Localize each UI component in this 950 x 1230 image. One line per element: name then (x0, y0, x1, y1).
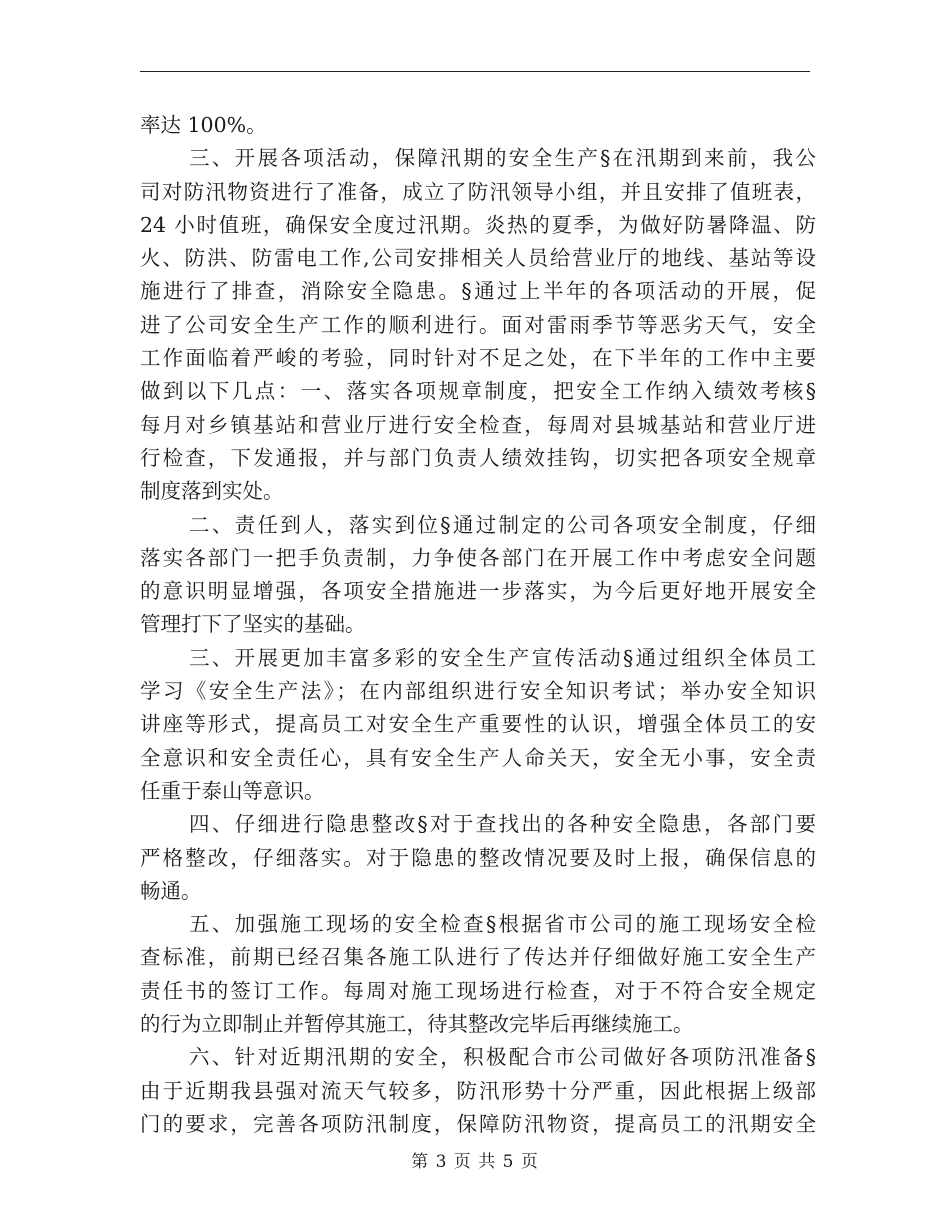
text-line: 学习《安全生产法》；在内部组织进行安全知识考试；举办安全知识 (140, 679, 816, 704)
text-line: 六、针对近期汛期的安全，积极配合市公司做好各项防汛准备§ (189, 1045, 816, 1070)
text-line: 做到以下几点：一、落实各项规章制度，把安全工作纳入绩效考核§ (140, 379, 816, 404)
text-line: 司对防汛物资进行了准备，成立了防汛领导小组，并且安排了值班表， (140, 179, 816, 204)
text-line: 率达 100%。 (140, 113, 267, 137)
text-line: 由于近期我县强对流天气较多，防汛形势十分严重，因此根据上级部 (140, 1078, 816, 1103)
text-line: 讲座等形式，提高员工对安全生产重要性的认识，增强全体员工的安 (140, 712, 816, 737)
text-line: 全意识和安全责任心，具有安全生产人命关天，安全无小事，安全责 (140, 745, 816, 770)
text-line: 门的要求，完善各项防汛制度，保障防汛物资，提高员工的汛期安全 (140, 1111, 816, 1136)
text-line: 火、防洪、防雷电工作,公司安排相关人员给营业厅的地线、基站等设 (140, 246, 816, 271)
text-line: 落实各部门一把手负责制，力争使各部门在开展工作中考虑安全问题 (140, 545, 816, 570)
text-line: 进了公司安全生产工作的顺利进行。面对雷雨季节等恶劣天气，安全 (140, 312, 816, 337)
text-line: 五、加强施工现场的安全检查§根据省市公司的施工现场安全检 (189, 912, 816, 937)
text-line: 三、开展各项活动，保障汛期的安全生产§在汛期到来前，我公 (189, 146, 816, 171)
text-line: 每月对乡镇基站和营业厅进行安全检查，每周对县城基站和营业厅进 (140, 412, 816, 437)
text-line: 24 小时值班，确保安全度过汛期。炎热的夏季，为做好防暑降温、防 (140, 212, 816, 237)
text-line: 严格整改，仔细落实。对于隐患的整改情况要及时上报，确保信息的 (140, 845, 816, 870)
text-line: 四、仔细进行隐患整改§对于查找出的各种安全隐患，各部门要 (189, 812, 816, 837)
document-body (140, 109, 816, 1141)
text-line: 查标准，前期已经召集各施工队进行了传达并仔细做好施工安全生产 (140, 945, 816, 970)
text-line: 的行为立即制止并暂停其施工，待其整改完毕后再继续施工。 (140, 1012, 694, 1037)
text-line: 任重于泰山等意识。 (140, 778, 325, 803)
text-line: 施进行了排查，消除安全隐患。§通过上半年的各项活动的开展，促 (140, 279, 816, 304)
text-line: 制度落到实处。 (140, 479, 284, 504)
text-line: 行检查，下发通报，并与部门负责人绩效挂钩，切实把各项安全规章 (140, 445, 816, 470)
text-line: 二、责任到人，落实到位§通过制定的公司各项安全制度，仔细 (189, 512, 816, 537)
page-number: 第 3 页 共 5 页 (411, 1152, 539, 1172)
text-line: 责任书的签订工作。每周对施工现场进行检查，对于不符合安全规定 (140, 978, 816, 1003)
text-line: 的意识明显增强，各项安全措施进一步落实，为今后更好地开展安全 (140, 579, 816, 604)
header-rule (140, 71, 810, 72)
text-line: 三、开展更加丰富多彩的安全生产宣传活动§通过组织全体员工 (189, 645, 816, 670)
text-line: 工作面临着严峻的考验，同时针对不足之处，在下半年的工作中主要 (140, 346, 816, 371)
text-line: 畅通。 (140, 878, 202, 903)
text-line: 管理打下了坚实的基础。 (140, 612, 366, 637)
